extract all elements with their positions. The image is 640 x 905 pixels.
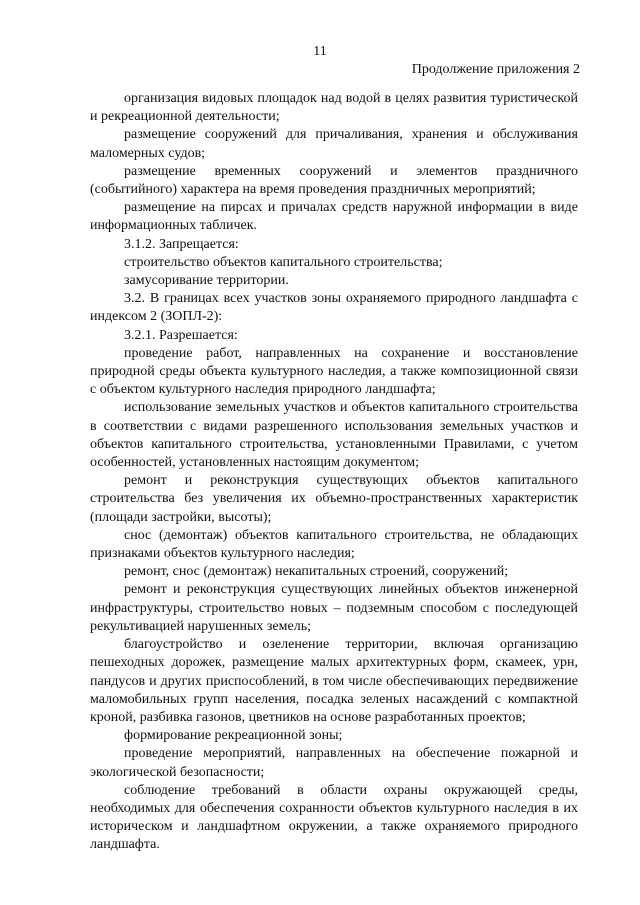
appendix-continuation-note: Продолжение приложения 2 <box>411 62 580 77</box>
paragraph: организация видовых площадок над водой в целях развития туристической и рекреационной деятельности; <box>90 91 578 125</box>
paragraph: ремонт и реконструкция существующих линейных объектов инженерной инфраструктуры, строительство новых – подземным способом с последующей рекультивацией нарушенных земель; <box>90 582 578 634</box>
section-heading-prohibited: 3.1.2. Запрещается: <box>124 236 239 252</box>
paragraph: использование земельных участков и объектов капитального строительства в соответствии с видами разрешенного использования земельных участков и объектов капитального строительства, установленными Правилами, с учетом особенностей, установленных настоящим документом; <box>90 400 578 471</box>
paragraph: благоустройство и озеленение территории, включая организацию пешеходных дорожек, размещение малых архитектурных форм, скамеек, урн, пандусов и других приспособлений, в том числе обеспечивающих передвижение маломобильных групп населения, посадка зеленых насаждений с компактной кроной, разбивка газонов, цветников на основе разработанных проектов; <box>90 637 578 725</box>
section-heading-permitted: 3.2.1. Разрешается: <box>124 327 238 343</box>
paragraph: проведение работ, направленных на сохранение и восстановление природной среды объекта культурного наследия, а также композиционной связи с объектом культурного наследия природного ландшафта; <box>90 345 578 398</box>
paragraph: размещение на пирсах и причалах средств наружной информации в виде информационных табличек. <box>90 200 578 234</box>
paragraph: размещение сооружений для причаливания, хранения и обслуживания маломерных судов; <box>90 127 578 161</box>
paragraph: ремонт и реконструкция существующих объектов капитального строительства без увеличения их объемно-пространственных характеристик (площади застройки, высоты); <box>90 473 578 525</box>
paragraph: размещение временных сооружений и элементов праздничного (событийного) характера на время проведения праздничных мероприятий; <box>90 163 578 198</box>
paragraph: ремонт, снос (демонтаж) некапитальных строений, сооружений; <box>124 564 509 580</box>
paragraph: соблюдение требований в области охраны окружающей среды, необходимых для обеспечения сохранности объектов культурного наследия в их историческом и ландшафтном окружении, а также охраняемого природного ландшафта. <box>90 782 578 853</box>
document-body <box>90 90 578 855</box>
paragraph: замусоривание территории. <box>124 273 289 289</box>
page-number: 11 <box>313 44 327 59</box>
paragraph: строительство объектов капитального строительства; <box>124 254 443 270</box>
section-heading-zone: 3.2. В границах всех участков зоны охраняемого природного ландшафта с индексом 2 (ЗОПЛ-2): <box>90 291 578 325</box>
paragraph: снос (демонтаж) объектов капитального строительства, не обладающих признаками объектов культурного наследия; <box>90 527 578 562</box>
paragraph: проведение мероприятий, направленных на обеспечение пожарной и экологической безопасности; <box>90 746 578 780</box>
paragraph: формирование рекреационной зоны; <box>124 728 343 744</box>
